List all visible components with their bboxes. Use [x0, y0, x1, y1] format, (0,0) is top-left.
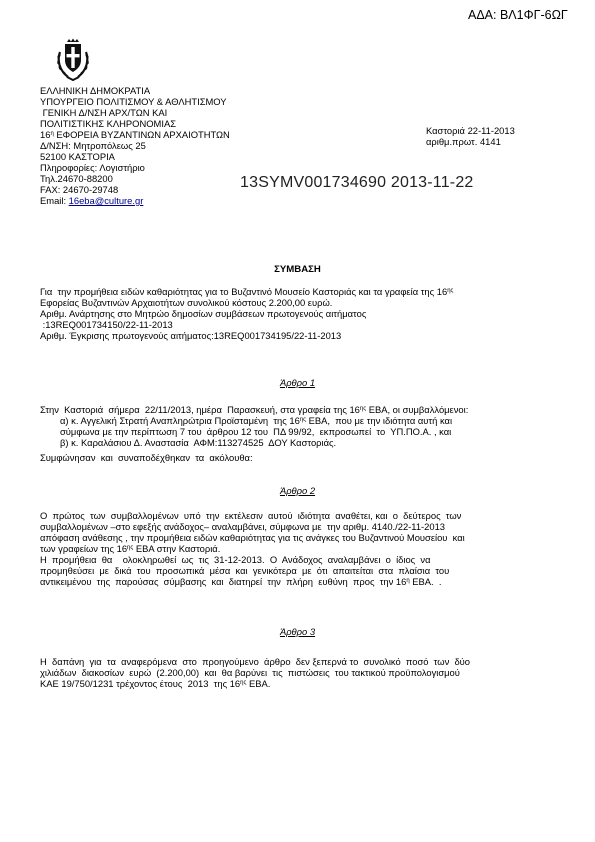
article-line — [40, 415, 552, 426]
article-text: ΕΒΑ στην Καστοριά. — [133, 543, 221, 554]
contract-registry-code: 13SYMV001734690 2013-11-22 — [240, 174, 474, 191]
header-line: 16 — [40, 129, 51, 140]
article-text: ΕΒΑ. . — [409, 576, 442, 587]
contract-intro — [40, 286, 560, 341]
article-line: β) κ. Καραλάσιου Δ. Αναστασία ΑΦΜ:113274525 ΔΟΥ Καστοριάς. — [60, 437, 337, 448]
article-text: ΕΒΑ, οι συμβαλλόμενοι: — [366, 404, 469, 415]
article-text: ΕΒΑ, που με την ιδιότητα αυτή και — [306, 415, 453, 426]
article-text: των γραφείων της 16 — [40, 543, 128, 554]
intro-line: Αριθμ. Ανάρτησης στο Μητρώο δημοσίων συμβάσεων πρωτογενούς αιτήματος — [40, 308, 367, 319]
intro-line — [40, 286, 560, 297]
header-line: ΕΦΟΡΕΙΑ ΒΥΖΑΝΤΙΝΩΝ ΑΡΧΑΙΟΤΗΤΩΝ — [53, 129, 230, 140]
header-line: ΠΟΛΙΤΙΣΤΙΚΗΣ ΚΛΗΡΟΝΟΜΙΑΣ — [40, 118, 176, 129]
intro-line: Αριθμ. Έγκρισης πρωτογενούς αιτήματος:13REQ001734195/22-11-2013 — [40, 330, 342, 341]
superscript: η — [406, 578, 410, 584]
article-line: απόφαση ανάθεσης , την προμήθεια ειδών καθαριότητας για τις ανάγκες του Βυζαντινού Μουσείου και — [40, 532, 465, 543]
article-line: συμβαλλομένων –στο εφεξής ανάδοχος– αναλαμβάνει, σύμφωνα με την αριθμ. 4140./22-11-2013 — [40, 521, 446, 532]
email-label: Email: — [40, 195, 69, 206]
article-1-title: Άρθρο 1 — [279, 377, 316, 388]
article-3-title: Άρθρο 3 — [279, 626, 316, 637]
article-text: ΕΒΑ. — [246, 678, 271, 689]
ada-number: ΑΔΑ: ΒΛ1ΦΓ-6ΩΓ — [468, 8, 568, 22]
article-2-body — [40, 510, 552, 587]
article-line — [40, 543, 552, 554]
header-ephorate — [40, 129, 300, 140]
header-line: ΓΕΝΙΚΗ Δ/ΝΣΗ ΑΡΧ/ΤΩΝ ΚΑΙ — [40, 107, 168, 118]
document-title: ΣΥΜΒΑΣΗ — [274, 264, 321, 275]
header-line: Τηλ.24670-88200 — [40, 173, 113, 184]
article-line — [40, 576, 552, 587]
header-line: ΕΛΛΗΝΙΚΗ ΔΗΜΟΚΡΑΤΙΑ — [40, 85, 151, 96]
protocol-number: αριθμ.πρωτ. 4141 — [426, 136, 501, 147]
header-line: ΥΠΟΥΡΓΕΙΟ ΠΟΛΙΤΙΣΜΟΥ & ΑΘΛΗΤΙΣΜΟΥ — [40, 96, 227, 107]
intro-line: :13REQ001734150/22-11-2013 — [40, 319, 173, 330]
header-line: Πληροφορίες: Λογιστήριο — [40, 162, 145, 173]
article-line: χιλιάδων διακοσίων ευρώ (2.200,00) και θα βαρύνει τις πιστώσεις του τακτικού προϋπολογισμού — [40, 667, 460, 678]
article-line: προμηθεύσει με δικά του προσωπικά μέσα και γενικότερα με ότι απαιτείται στα πλαίσια του — [40, 565, 450, 576]
intro-text: Για την προμήθεια ειδών καθαριότητας για το Βυζαντινό Μουσείο Καστοριάς και τα γραφεία της 16 — [40, 286, 448, 297]
superscript: ης — [359, 406, 367, 412]
superscript: ης — [447, 288, 454, 294]
intro-line: Εφορείας Βυζαντινών Αρχαιοτήτων συνολικού κόστους 2.200,00 ευρώ. — [40, 297, 333, 308]
article-line — [40, 404, 552, 415]
article-3-body — [40, 656, 552, 689]
article-line — [40, 678, 552, 689]
article-line: Ο πρώτος των συμβαλλομένων υπό την εκτέλεσιν αυτού ιδιότητα αναθέτει, και ο δεύτερος των — [40, 510, 462, 521]
article-text: αντικειμένου της παρούσας σύμβασης και διατηρεί την πλήρη ευθύνη προς την 16 — [40, 576, 407, 587]
superscript: ης — [127, 545, 134, 551]
article-text: ΚΑΕ 19/750/1231 τρέχοντος έτους 2013 της 16 — [40, 678, 241, 689]
document-date: Καστοριά 22-11-2013 — [426, 125, 515, 136]
article-line: Η προμήθεια θα ολοκληρωθεί ως τις 31-12-2013. Ο Ανάδοχος αναλαμβάνει ο ίδιος να — [40, 554, 431, 565]
email-link[interactable]: 16eba@culture.gr — [68, 195, 144, 206]
article-text: α) κ. Αγγελική Στρατή Αναπληρώτρια Προϊσταμένη της 16 — [60, 415, 300, 426]
header-line: 52100 ΚΑΣΤΟΡΙΑ — [40, 151, 115, 162]
greek-coat-of-arms-icon — [54, 38, 92, 82]
article-1-body — [40, 404, 552, 463]
header-line: Δ/ΝΣΗ: Μητροπόλεως 25 — [40, 140, 146, 151]
superscript: ης — [299, 417, 307, 423]
article-line: Συμφώνησαν και συναποδέχθηκαν τα ακόλουθα: — [40, 452, 253, 463]
article-line: Η δαπάνη για τα αναφερόμενα στο προηγούμενο άρθρο δεν ξεπερνά το συνολικό ποσό των δύο — [40, 656, 471, 667]
email-line — [40, 195, 300, 206]
superscript: ης — [240, 680, 247, 686]
superscript: η — [50, 131, 54, 137]
article-2-title: Άρθρο 2 — [279, 485, 316, 496]
article-line: σύμφωνα με την περίπτωση 7 του άρθρου 12 του ΠΔ 99/92, εκπροσωπεί το ΥΠ.ΠΟ.Α. , και — [60, 426, 452, 437]
header-line: FAX: 24670-29748 — [40, 184, 119, 195]
date-protocol-block — [426, 125, 515, 147]
article-text: Στην Καστοριά σήμερα 22/11/2013, ημέρα Παρασκευή, στα γραφεία της 16 — [40, 404, 360, 415]
